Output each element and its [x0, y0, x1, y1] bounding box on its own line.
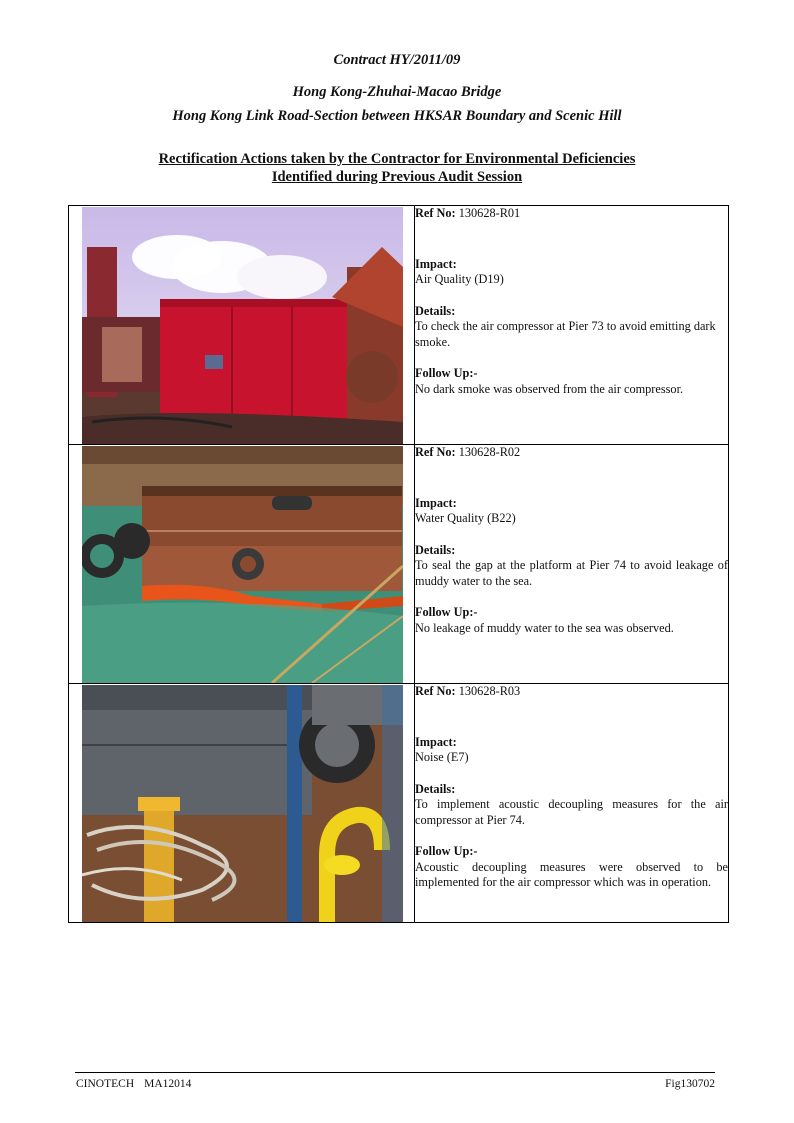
ref-value: 130628-R03 [458, 684, 521, 698]
document-subtitle-line1: Rectification Actions taken by the Contractor for Environmental Deficiencies [158, 151, 636, 167]
ref-value: 130628-R02 [458, 445, 521, 459]
impact-value: Noise (E7) [415, 750, 469, 764]
impact-value: Air Quality (D19) [415, 272, 504, 286]
footer-divider [75, 1072, 715, 1073]
follow-up-label: Follow Up:- [415, 605, 478, 619]
impact-value: Water Quality (B22) [415, 511, 516, 525]
impact-label: Impact: [415, 495, 457, 510]
table-row [69, 445, 729, 684]
project-section: Hong Kong Link Road-Section between HKSAR Boundary and Scenic Hill [172, 108, 622, 124]
impact-label: Impact: [415, 734, 457, 749]
record-details-cell [415, 445, 729, 684]
table-row [69, 684, 729, 923]
contract-number: Contract HY/2011/09 [333, 52, 461, 68]
follow-up-block [415, 366, 728, 397]
ref-line [415, 206, 728, 222]
impact-block [415, 735, 728, 766]
impact-block [415, 496, 728, 527]
details-label: Details: [415, 303, 456, 318]
details-block [415, 543, 728, 590]
details-block [415, 304, 728, 351]
footer-figure-number: Fig130702 [665, 1078, 715, 1090]
record-details-cell [415, 684, 729, 923]
photo-air-compressor-red [82, 207, 403, 444]
impact-block [415, 257, 728, 288]
follow-up-value: Acoustic decoupling measures were observed to be implemented for the air compressor which was in operation. [415, 859, 728, 889]
follow-up-value: No leakage of muddy water to the sea was observed. [415, 620, 674, 635]
footer-report-number: MA12014 [144, 1078, 192, 1090]
ref-label: Ref No: [415, 445, 456, 459]
details-value: To implement acoustic decoupling measures for the air compressor at Pier 74. [415, 797, 728, 827]
ref-value: 130628-R01 [458, 206, 521, 220]
table-row [69, 206, 729, 445]
photo-platform-silt-curtain [82, 446, 403, 683]
follow-up-value: No dark smoke was observed from the air compressor. [415, 381, 684, 396]
footer-left [76, 1078, 191, 1090]
ref-line [415, 684, 728, 700]
photo-cell [69, 684, 415, 923]
follow-up-block [415, 605, 728, 636]
details-value: To check the air compressor at Pier 73 to avoid emitting dark smoke. [415, 319, 716, 349]
audit-table [68, 205, 729, 923]
photo-cell [69, 206, 415, 445]
details-block [415, 782, 728, 829]
details-label: Details: [415, 542, 456, 557]
follow-up-label: Follow Up:- [415, 366, 478, 380]
ref-label: Ref No: [415, 684, 456, 698]
details-value: To seal the gap at the platform at Pier 74 to avoid leakage of muddy water to the sea. [415, 558, 728, 588]
follow-up-block [415, 844, 728, 891]
record-details-cell [415, 206, 729, 445]
footer-company: CINOTECH [76, 1078, 135, 1090]
document-subtitle-line2: Identified during Previous Audit Session [271, 169, 523, 185]
ref-label: Ref No: [415, 206, 456, 220]
photo-acoustic-decoupling [82, 685, 403, 922]
impact-label: Impact: [415, 256, 457, 271]
details-label: Details: [415, 781, 456, 796]
follow-up-label: Follow Up:- [415, 844, 478, 858]
ref-line [415, 445, 728, 461]
photo-cell [69, 445, 415, 684]
project-title: Hong Kong-Zhuhai-Macao Bridge [292, 84, 502, 100]
